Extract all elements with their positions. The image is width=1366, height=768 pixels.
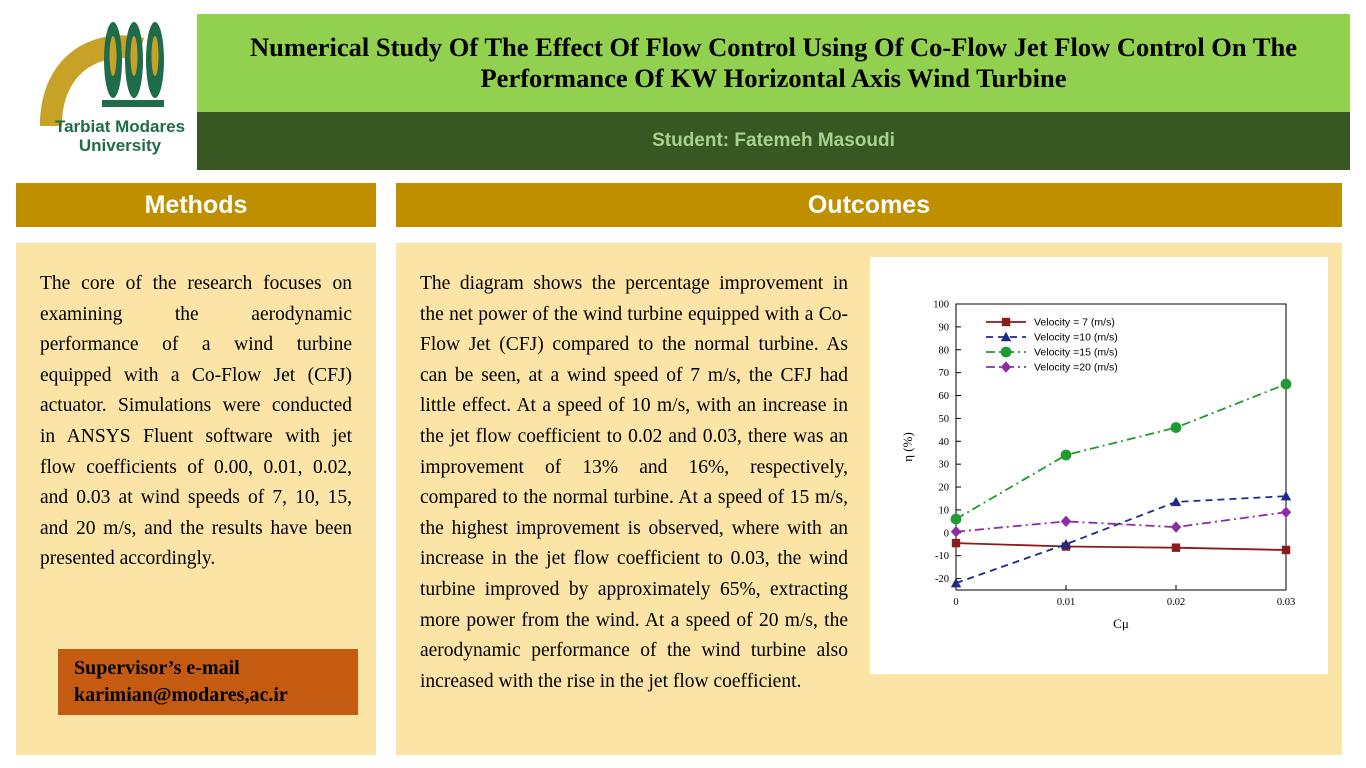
results-chart-svg xyxy=(898,290,1302,642)
data-marker xyxy=(1001,347,1012,358)
x-tick-label: 0.02 xyxy=(1166,597,1186,608)
supervisor-email-box xyxy=(58,649,358,715)
data-marker xyxy=(1171,422,1182,433)
page-title: Numerical Study Of The Effect Of Flow Control Using Of Co-Flow Jet Flow Control On The Performance Of KW Horizontal Axis Wind Turbine xyxy=(250,31,1297,93)
methods-section-header xyxy=(16,183,376,227)
outcomes-section-header xyxy=(396,183,1342,227)
y-tick-label: 50 xyxy=(938,413,949,425)
y-tick-label: -10 xyxy=(935,551,949,563)
y-tick-label: 100 xyxy=(933,299,949,311)
y-tick-label: 0 xyxy=(943,528,949,540)
legend-label-1: Velocity =10 (m/s) xyxy=(1034,331,1118,344)
y-tick-label: 20 xyxy=(938,482,949,494)
university-logo-graphic xyxy=(16,8,192,168)
legend-label-2: Velocity =15 (m/s) xyxy=(1034,346,1118,359)
y-tick-label: 90 xyxy=(938,322,949,334)
logo-name-line2: University xyxy=(78,136,162,155)
methods-body-text: The core of the research focuses on examining the aerodynamic performance of a wind turbine equipped with a Co-Flow Jet (CFJ) actuator. Simulations were conducted in ANSYS Fluent software with jet flow coefficients of 0.00, 0.01, 0.02, and 0.03 at wind speeds of 7, 10, 15, and 20 m/s, and the results have been presented accordingly. xyxy=(40,273,352,570)
y-tick-label: 40 xyxy=(938,436,949,448)
student-band xyxy=(197,112,1350,170)
data-marker xyxy=(951,514,962,525)
y-tick-label: 10 xyxy=(938,505,949,517)
data-marker xyxy=(1172,543,1180,551)
y-tick-label: 70 xyxy=(938,368,949,380)
data-marker xyxy=(1281,379,1292,390)
x-tick-label: 0.01 xyxy=(1056,597,1076,608)
methods-header-label: Methods xyxy=(144,190,248,219)
x-tick-label: 0 xyxy=(953,597,959,608)
y-axis-label: η (%) xyxy=(900,432,915,462)
y-tick-label: 80 xyxy=(938,345,949,357)
student-name: Student: Fatemeh Masoudi xyxy=(652,130,895,151)
poster-title-band xyxy=(197,14,1350,112)
outcomes-header-label: Outcomes xyxy=(807,190,931,219)
supervisor-email-address[interactable]: karimian@modares,ac.ir xyxy=(74,684,288,706)
y-tick-label: 60 xyxy=(938,391,949,403)
data-marker xyxy=(1002,318,1010,326)
logo-name-line1: Tarbiat Modares xyxy=(54,117,186,136)
y-tick-label: 30 xyxy=(938,459,949,471)
supervisor-email-label: Supervisor’s e-mail xyxy=(74,657,240,679)
x-tick-label: 0.03 xyxy=(1276,597,1296,608)
legend-label-3: Velocity =20 (m/s) xyxy=(1034,361,1118,374)
poster-header xyxy=(0,0,1366,172)
x-axis-label: Cμ xyxy=(1113,616,1129,631)
legend-label-0: Velocity = 7 (m/s) xyxy=(1034,316,1115,329)
methods-panel xyxy=(16,243,376,755)
data-marker xyxy=(1282,546,1290,554)
data-marker xyxy=(952,539,960,547)
university-logo xyxy=(16,8,192,168)
data-marker xyxy=(1061,450,1072,461)
outcomes-body-text: The diagram shows the percentage improvement in the net power of the wind turbine equipped with a Co-Flow Jet (CFJ) compared to the normal turbine. As can be seen, at a wind speed of 7 m/s, the CFJ had little effect. At a speed of 10 m/s, with an increase in the jet flow coefficient to 0.02 and 0.03, there was an improvement of 13% and 16%, respectively, compared to the normal turbine. At a speed of 15 m/s, the highest improvement is observed, where with an increase in the jet flow coefficient to 0.03, the wind turbine improved by approximately 65%, extracting more power from the wind. At a speed of 20 m/s, the aerodynamic performance of the wind turbine also increased with the rise in the jet flow coefficient. xyxy=(420,273,848,692)
y-tick-label: -20 xyxy=(935,574,949,586)
results-chart xyxy=(898,290,1302,642)
